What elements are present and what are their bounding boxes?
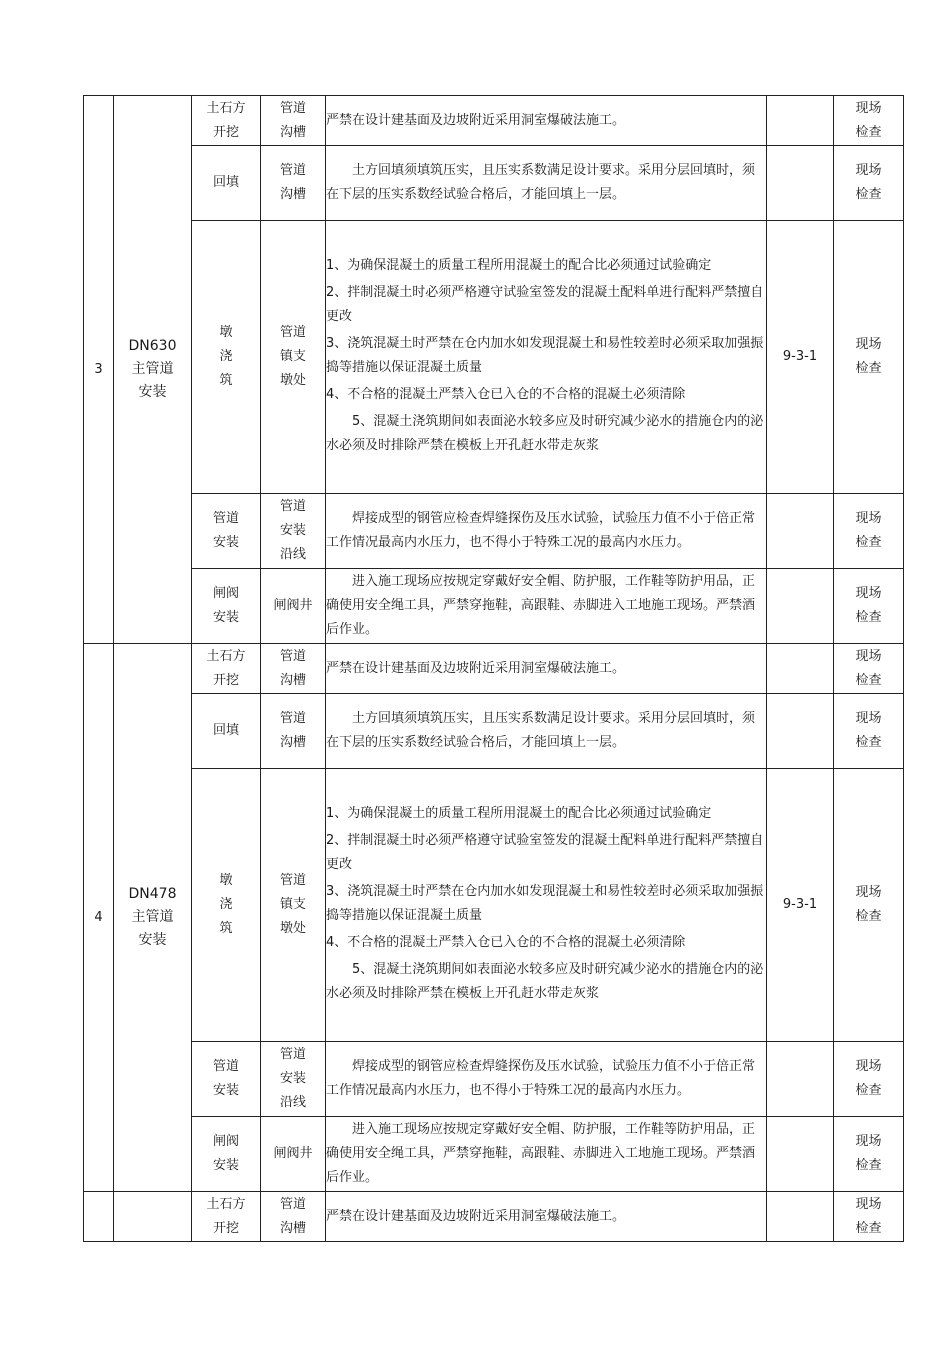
cell-line: 检查	[855, 1220, 882, 1236]
requirement-content-cell	[326, 146, 767, 221]
cell-line: 检查	[855, 610, 882, 625]
location-cell	[261, 96, 326, 146]
requirement-text: 2、拌制混凝土时必须严格遵守试验室签发的混凝土配料单进行配料严禁擅自更改	[326, 833, 764, 872]
location-cell	[261, 494, 326, 569]
inspection-method-cell	[834, 494, 904, 569]
cell-line: 安装	[138, 932, 167, 948]
standard-code-cell: 9-3-1	[767, 769, 834, 1042]
requirement-text: 3、浇筑混凝土时严禁在仓内加水如发现混凝土和易性较差时必须采取加强振捣等措施以保证混凝土质量	[326, 884, 764, 923]
project-name-cell	[114, 1192, 192, 1242]
cell-line: 检查	[855, 187, 882, 202]
table-row	[84, 96, 904, 146]
cell-line: 现场	[855, 1134, 882, 1149]
inspection-method-cell	[834, 694, 904, 769]
cell-line: 管道	[279, 499, 306, 514]
table-row	[84, 644, 904, 694]
work-item-cell	[192, 1192, 261, 1242]
requirement-content-cell	[326, 1117, 767, 1192]
standard-code-cell	[767, 569, 834, 644]
cell-line: 沟槽	[279, 124, 306, 140]
cell-line: 闸阀井	[273, 1146, 313, 1161]
cell-line: 土石方	[206, 648, 246, 664]
cell-line: DN478	[128, 886, 177, 902]
inspection-method-cell	[834, 569, 904, 644]
cell-line: 检查	[855, 1158, 882, 1173]
cell-line: 现场	[855, 337, 882, 352]
inspection-method-cell	[834, 96, 904, 146]
cell-line: 浇	[219, 349, 233, 364]
cell-line: 开挖	[212, 672, 239, 688]
cell-line: 主管道	[131, 909, 174, 925]
requirement-text: 1、为确保混凝土的质量工程所用混凝土的配合比必须通过试验确定	[326, 258, 712, 273]
table-row	[84, 769, 904, 1042]
cell-line: 沟槽	[279, 735, 306, 750]
cell-line: 现场	[855, 163, 882, 178]
cell-line: 检查	[855, 909, 882, 924]
cell-line: 管道	[212, 511, 239, 526]
requirement-text: 进入施工现场应按规定穿戴好安全帽、防护服，工作鞋等防护用品，正确使用安全绳工具，严禁穿拖鞋，高跟鞋、赤脚进入工地施工现场。严禁酒后作业。	[326, 1122, 756, 1185]
inspection-method-cell	[834, 644, 904, 694]
work-item-cell	[192, 694, 261, 769]
cell-line: 沿线	[279, 547, 306, 562]
cell-line: 闸阀井	[273, 598, 313, 613]
cell-line: 闸阀	[212, 1134, 239, 1149]
requirement-text: 焊接成型的钢管应检查焊缝探伤及压水试验，试验压力值不小于倍正常工作情况最高内水压力，也不得小于特殊工况的最高内水压力。	[326, 511, 756, 550]
requirement-text: 1、为确保混凝土的质量工程所用混凝土的配合比必须通过试验确定	[326, 806, 712, 821]
requirement-text: 4、不合格的混凝土严禁入仓已入仓的不合格的混凝土必须清除	[326, 935, 686, 950]
cell-line: 现场	[855, 885, 882, 900]
table-row	[84, 1042, 904, 1117]
cell-line: 镇支	[279, 897, 306, 912]
location-cell	[261, 1117, 326, 1192]
inspection-method-cell	[834, 1042, 904, 1117]
standard-code-cell	[767, 1192, 834, 1242]
table-row	[84, 1117, 904, 1192]
cell-line: 管道	[212, 1059, 239, 1074]
requirement-text: 4、不合格的混凝土严禁入仓已入仓的不合格的混凝土必须清除	[326, 387, 686, 402]
cell-line: 现场	[855, 1196, 882, 1212]
requirement-content-cell	[326, 1042, 767, 1117]
cell-line: 检查	[855, 672, 882, 688]
standard-code-cell	[767, 146, 834, 221]
requirement-content-cell	[326, 96, 767, 146]
cell-line: 检查	[855, 1083, 882, 1098]
cell-line: 现场	[855, 648, 882, 664]
location-cell	[261, 569, 326, 644]
cell-line: 检查	[855, 535, 882, 550]
cell-line: 筑	[219, 373, 233, 388]
work-item-cell	[192, 1117, 261, 1192]
work-item-cell	[192, 1042, 261, 1117]
table-row	[84, 146, 904, 221]
cell-line: 闸阀	[212, 586, 239, 601]
cell-line: 检查	[855, 124, 882, 140]
section-number-cell: 4	[84, 644, 114, 1192]
standard-code-cell	[767, 694, 834, 769]
requirement-content-cell	[326, 569, 767, 644]
requirement-text: 严禁在设计建基面及边坡附近采用洞室爆破法施工。	[326, 1208, 626, 1224]
standard-code-cell	[767, 96, 834, 146]
cell-line: 沟槽	[279, 187, 306, 202]
requirement-content-cell	[326, 221, 767, 494]
cell-line: 开挖	[212, 124, 239, 140]
table-row	[84, 494, 904, 569]
requirement-text: 2、拌制混凝土时必须严格遵守试验室签发的混凝土配料单进行配料严禁擅自更改	[326, 285, 764, 324]
inspection-method-cell	[834, 1192, 904, 1242]
inspection-method-cell	[834, 1117, 904, 1192]
inspection-method-cell	[834, 146, 904, 221]
cell-line: 浇	[219, 897, 233, 912]
project-name-cell	[114, 96, 192, 644]
requirement-content-cell	[326, 769, 767, 1042]
cell-line: 沟槽	[279, 672, 306, 688]
cell-line: 现场	[855, 711, 882, 726]
standard-code-cell	[767, 1117, 834, 1192]
requirement-content-cell	[326, 694, 767, 769]
location-cell	[261, 1042, 326, 1117]
cell-line: 管道	[279, 100, 306, 116]
table-row	[84, 1192, 904, 1242]
location-cell	[261, 694, 326, 769]
cell-line: 现场	[855, 586, 882, 601]
work-item-cell	[192, 146, 261, 221]
section-number-cell: 3	[84, 96, 114, 644]
cell-line: 安装	[212, 1158, 239, 1173]
cell-line: 安装	[279, 1071, 306, 1086]
standard-code-cell: 9-3-1	[767, 221, 834, 494]
standard-code-cell	[767, 1042, 834, 1117]
cell-line: 镇支	[279, 349, 306, 364]
work-item-cell	[192, 569, 261, 644]
inspection-method-cell	[834, 769, 904, 1042]
cell-line: 现场	[855, 100, 882, 116]
requirement-text: 5、混凝土浇筑期间如表面泌水较多应及时研究减少泌水的措施仓内的泌水必须及时排除严禁在模板上开孔赶水带走灰浆	[326, 962, 764, 1001]
inspection-method-cell	[834, 221, 904, 494]
cell-line: 土石方	[206, 100, 246, 116]
safety-inspection-table	[83, 95, 904, 1242]
cell-line: 筑	[219, 921, 233, 936]
cell-line: 管道	[279, 873, 306, 888]
cell-line: 管道	[279, 1047, 306, 1062]
project-name-cell	[114, 644, 192, 1192]
cell-line: 安装	[212, 1083, 239, 1098]
cell-line: 管道	[279, 711, 306, 726]
table-row	[84, 569, 904, 644]
cell-line: 墩处	[279, 373, 306, 388]
requirement-content-cell	[326, 494, 767, 569]
cell-line: DN630	[128, 338, 177, 354]
requirement-content-cell	[326, 644, 767, 694]
cell-line: 安装	[212, 535, 239, 550]
cell-line: 安装	[279, 523, 306, 538]
requirement-text: 土方回填须填筑压实，且压实系数满足设计要求。采用分层回填时，须在下层的压实系数经试验合格后，才能回填上一层。	[326, 711, 756, 750]
requirement-text: 焊接成型的钢管应检查焊缝探伤及压水试验，试验压力值不小于倍正常工作情况最高内水压力，也不得小于特殊工况的最高内水压力。	[326, 1059, 756, 1098]
cell-line: 现场	[855, 1059, 882, 1074]
standard-code-cell	[767, 494, 834, 569]
work-item-cell	[192, 644, 261, 694]
cell-line: 回填	[212, 175, 239, 190]
location-cell	[261, 221, 326, 494]
location-cell	[261, 146, 326, 221]
work-item-cell	[192, 221, 261, 494]
table-body	[84, 96, 904, 1242]
cell-line: 开挖	[212, 1220, 239, 1236]
requirement-content-cell	[326, 1192, 767, 1242]
requirement-text: 进入施工现场应按规定穿戴好安全帽、防护服，工作鞋等防护用品，正确使用安全绳工具，严禁穿拖鞋，高跟鞋、赤脚进入工地施工现场。严禁酒后作业。	[326, 574, 756, 637]
requirement-text: 土方回填须填筑压实，且压实系数满足设计要求。采用分层回填时，须在下层的压实系数经试验合格后，才能回填上一层。	[326, 163, 756, 202]
work-item-cell	[192, 96, 261, 146]
work-item-cell	[192, 494, 261, 569]
location-cell	[261, 1192, 326, 1242]
cell-line: 回填	[212, 723, 239, 738]
cell-line: 安装	[212, 610, 239, 625]
cell-line: 现场	[855, 511, 882, 526]
cell-line: 管道	[279, 1196, 306, 1212]
requirement-text: 5、混凝土浇筑期间如表面泌水较多应及时研究减少泌水的措施仓内的泌水必须及时排除严禁在模板上开孔赶水带走灰浆	[326, 414, 764, 453]
cell-line: 管道	[279, 648, 306, 664]
cell-line: 沿线	[279, 1095, 306, 1110]
table-row	[84, 221, 904, 494]
cell-line: 安装	[138, 384, 167, 400]
cell-line: 检查	[855, 361, 882, 376]
work-item-cell	[192, 769, 261, 1042]
cell-line: 沟槽	[279, 1220, 306, 1236]
requirement-text: 严禁在设计建基面及边坡附近采用洞室爆破法施工。	[326, 112, 626, 128]
table-row	[84, 694, 904, 769]
cell-line: 墩	[219, 873, 233, 888]
requirement-text: 严禁在设计建基面及边坡附近采用洞室爆破法施工。	[326, 660, 626, 676]
section-number-cell	[84, 1192, 114, 1242]
cell-line: 墩	[219, 325, 233, 340]
cell-line: 土石方	[206, 1196, 246, 1212]
cell-line: 管道	[279, 163, 306, 178]
location-cell	[261, 769, 326, 1042]
cell-line: 墩处	[279, 921, 306, 936]
standard-code-cell	[767, 644, 834, 694]
cell-line: 主管道	[131, 361, 174, 377]
cell-line: 管道	[279, 325, 306, 340]
requirement-text: 3、浇筑混凝土时严禁在仓内加水如发现混凝土和易性较差时必须采取加强振捣等措施以保证混凝土质量	[326, 336, 764, 375]
cell-line: 检查	[855, 735, 882, 750]
location-cell	[261, 644, 326, 694]
